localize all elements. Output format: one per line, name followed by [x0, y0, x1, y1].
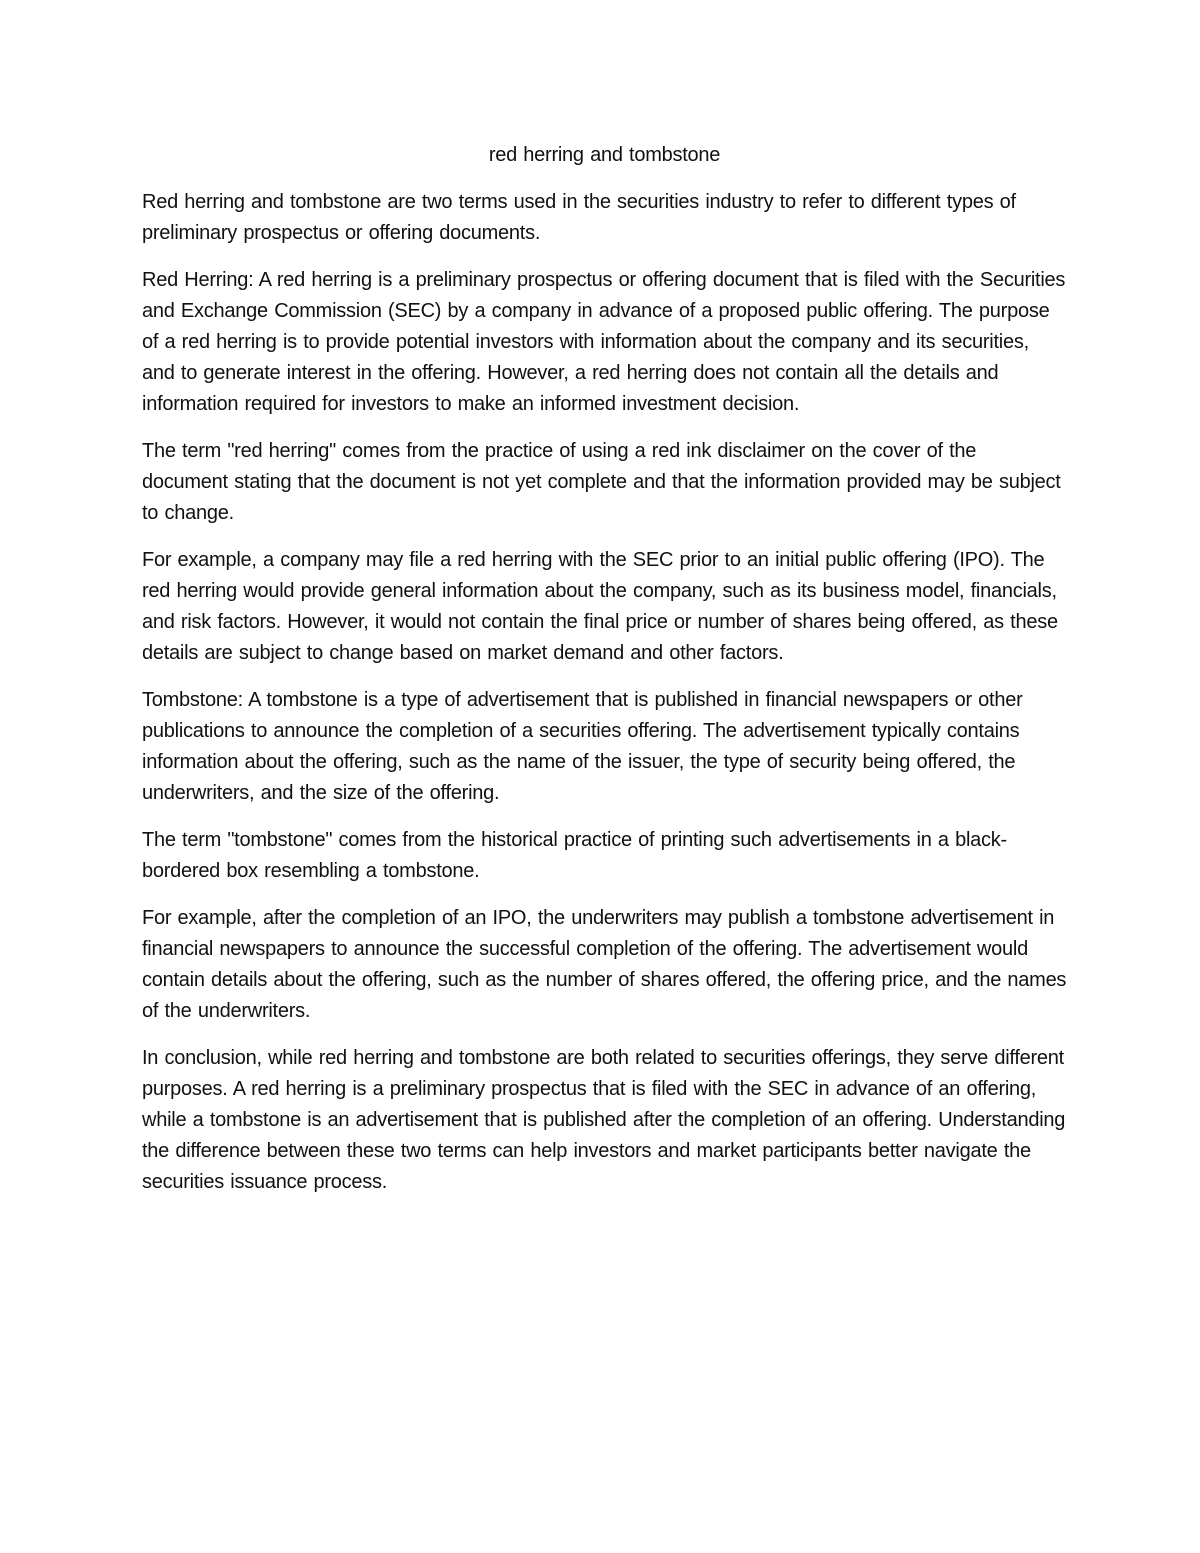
paragraph-red-herring-example: For example, a company may file a red herring with the SEC prior to an initial public offering (IPO). The red herring would provide general information about the company, such as its business model, financials, and risk factors. However, it would not contain the final price or number of shares being offered, as these details are subject to change based on market demand and other factors. [142, 549, 1058, 664]
paragraph-red-herring-origin: The term "red herring" comes from the practice of using a red ink disclaimer on the cover of the document stating that the document is not yet complete and that the information provided may be subject to change. [142, 440, 1061, 524]
paragraph-conclusion: In conclusion, while red herring and tombstone are both related to securities offerings, they serve different purposes. A red herring is a preliminary prospectus that is filed with the SEC in advance of an offering, while a tombstone is an advertisement that is published after the completion of an offering. Understanding the difference between these two terms can help investors and market participants better navigate the securities issuance process. [142, 1047, 1066, 1193]
document-body [142, 140, 1067, 1214]
paragraph-intro: Red herring and tombstone are two terms used in the securities industry to refer to different types of preliminary prospectus or offering documents. [142, 191, 1016, 244]
paragraph-red-herring-definition: Red Herring: A red herring is a preliminary prospectus or offering document that is filed with the Securities and Exchange Commission (SEC) by a company in advance of a proposed public offering. The purpose of a red herring is to provide potential investors with information about the company and its securities, and to generate interest in the offering. However, a red herring does not contain all the details and information required for investors to make an informed investment decision. [142, 269, 1066, 415]
paragraph-tombstone-definition: Tombstone: A tombstone is a type of advertisement that is published in financial newspapers or other publications to announce the completion of a securities offering. The advertisement typically contains information about the offering, such as the name of the issuer, the type of security being offered, the underwriters, and the size of the offering. [142, 689, 1023, 804]
paragraph-tombstone-origin: The term "tombstone" comes from the historical practice of printing such advertisements in a black-bordered box resembling a tombstone. [142, 829, 1007, 882]
document-title: red herring and tombstone [488, 144, 721, 166]
paragraph-tombstone-example: For example, after the completion of an IPO, the underwriters may publish a tombstone advertisement in financial newspapers to announce the successful completion of the offering. The advertisement would contain details about the offering, such as the number of shares offered, the offering price, and the names of the underwriters. [142, 907, 1067, 1022]
